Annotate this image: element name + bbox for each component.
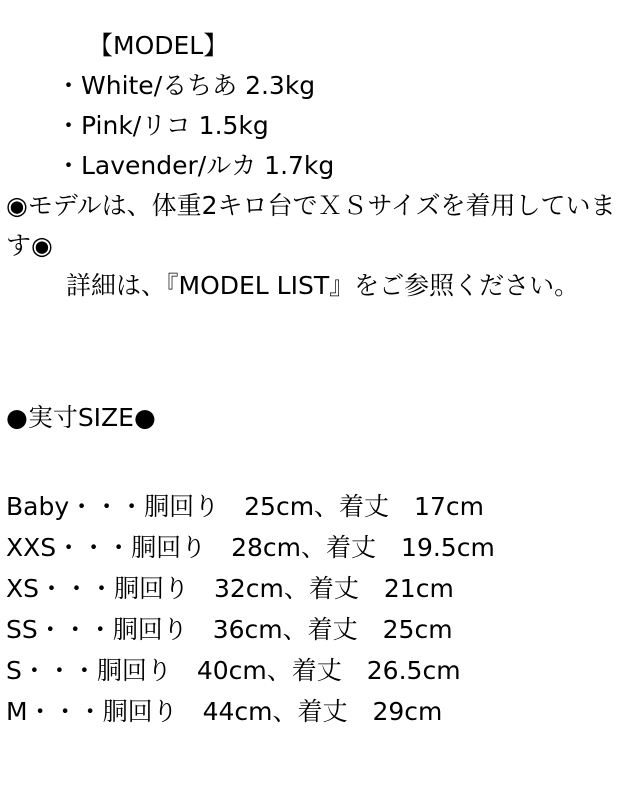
- size-row: S・・・胴回り 40cm、着丈 26.5cm: [6, 656, 461, 685]
- size-heading-spacer: [6, 438, 633, 486]
- model-detail-note: 詳細は、『MODEL LIST』をご参照ください。: [66, 271, 580, 300]
- model-item-lavender: ・Lavender/ルカ 1.7kg: [56, 151, 335, 180]
- size-row: XS・・・胴回り 32cm、着丈 21cm: [6, 574, 454, 603]
- model-item-pink: ・Pink/リコ 1.5kg: [56, 111, 269, 140]
- model-item-white: ・White/るちあ 2.3kg: [56, 71, 316, 100]
- model-note: ◉モデルは、体重2キロ台でＸＳサイズを着用しています◉: [6, 191, 616, 260]
- size-row: M・・・胴回り 44cm、着丈 29cm: [6, 697, 443, 726]
- section-spacer: [6, 306, 633, 398]
- size-heading: ●実寸SIZE●: [6, 403, 156, 432]
- size-row: XXS・・・胴回り 28cm、着丈 19.5cm: [6, 533, 495, 562]
- size-row: SS・・・胴回り 36cm、着丈 25cm: [6, 615, 453, 644]
- size-row: Baby・・・胴回り 25cm、着丈 17cm: [6, 492, 484, 521]
- model-heading: 【MODEL】: [88, 31, 229, 60]
